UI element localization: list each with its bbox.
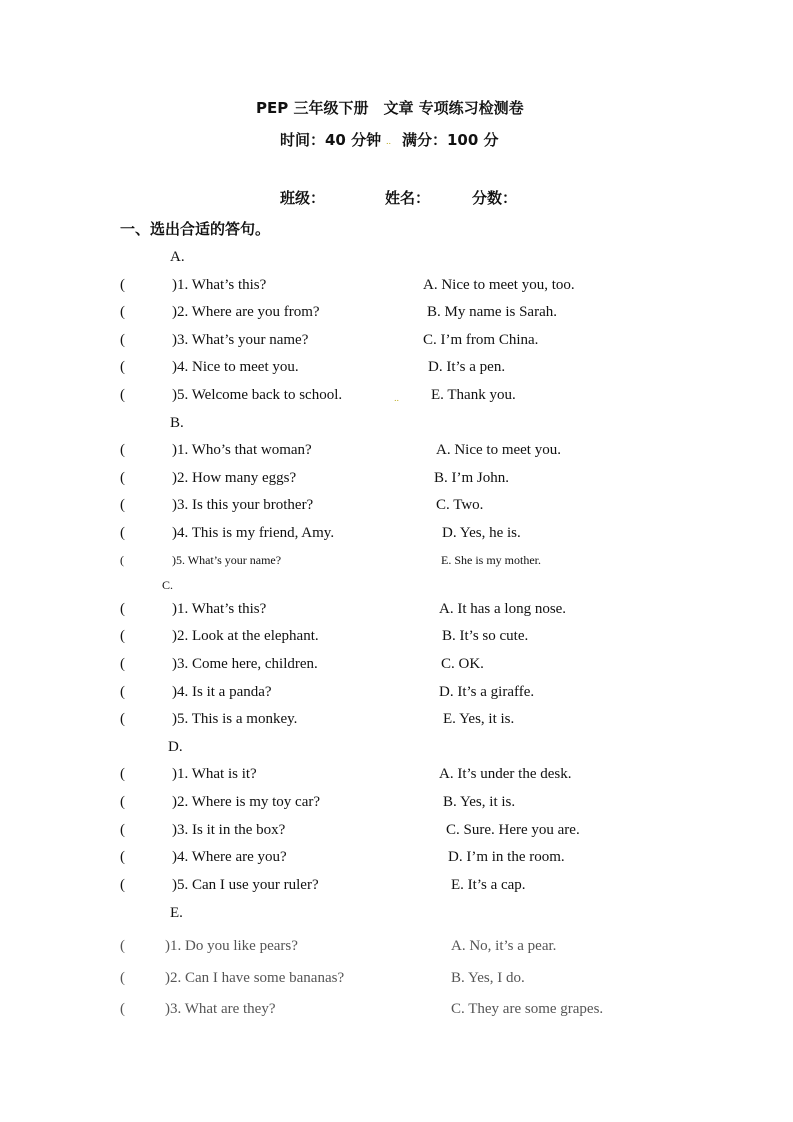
answer-option: D. Yes, he is.: [442, 525, 521, 541]
answer-option: B. I’m John.: [434, 470, 509, 486]
answer-paren[interactable]: (: [120, 470, 125, 486]
question-text: )2. Look at the elephant.: [172, 628, 319, 644]
answer-paren[interactable]: (: [120, 1001, 125, 1017]
question-text: )2. Can I have some bananas?: [165, 970, 345, 986]
answer-option: C. OK.: [441, 656, 484, 672]
question-text: )1. What’s this?: [172, 601, 267, 617]
answer-paren[interactable]: (: [120, 877, 125, 893]
answer-option: E. She is my mother.: [441, 553, 541, 567]
name-label: 姓名：: [385, 189, 431, 207]
answer-option: B. Yes, I do.: [451, 970, 525, 986]
answer-paren[interactable]: (: [120, 525, 125, 541]
question-text: )1. Do you like pears?: [165, 938, 298, 954]
question-text: )2. Where is my toy car?: [172, 794, 321, 810]
group-label-c: C.: [162, 578, 174, 592]
question-text: )1. What’s this?: [172, 277, 267, 293]
answer-paren[interactable]: (: [120, 656, 125, 672]
answer-paren[interactable]: (: [120, 794, 125, 810]
question-text: )5. This is a monkey.: [172, 711, 298, 727]
answer-option: A. It has a long nose.: [439, 601, 567, 617]
question-text: )5. Can I use your ruler?: [172, 877, 319, 893]
question-text: )1. What is it?: [172, 766, 257, 782]
question-text: )4. Where are you?: [172, 849, 287, 865]
answer-option: A. Nice to meet you, too.: [423, 277, 575, 293]
answer-paren[interactable]: (: [120, 684, 125, 700]
answer-paren[interactable]: (: [120, 387, 125, 403]
question-text: )2. Where are you from?: [172, 304, 320, 320]
answer-option: C. Two.: [436, 497, 484, 513]
answer-paren[interactable]: (: [120, 332, 125, 348]
answer-paren[interactable]: (: [120, 938, 125, 954]
answer-option: A. Nice to meet you.: [436, 442, 561, 458]
full-score-label: 满分：100 分: [402, 131, 499, 149]
answer-option: D. It’s a giraffe.: [439, 684, 535, 700]
decorative-dot: ..: [394, 394, 400, 403]
answer-paren[interactable]: (: [120, 628, 125, 644]
group-label-e: E.: [170, 905, 183, 921]
answer-option: A. No, it’s a pear.: [451, 938, 557, 954]
answer-paren[interactable]: (: [120, 601, 125, 617]
question-text: )2. How many eggs?: [172, 470, 297, 486]
time-label: 时间：40 分钟: [280, 131, 382, 149]
answer-option: B. It’s so cute.: [442, 628, 529, 644]
answer-option: C. Sure. Here you are.: [446, 822, 580, 838]
group-label-b: B.: [170, 415, 184, 431]
question-text: )3. Is this your brother?: [172, 497, 314, 513]
answer-option: A. It’s under the desk.: [439, 766, 572, 782]
group-label-a: A.: [170, 249, 185, 265]
question-text: )3. What are they?: [165, 1001, 276, 1017]
answer-paren[interactable]: (: [120, 497, 125, 513]
answer-paren[interactable]: (: [120, 304, 125, 320]
question-text: )5. Welcome back to school.: [172, 387, 343, 403]
decorative-dot: ..: [386, 137, 392, 146]
section-title: 一、选出合适的答句。: [120, 220, 271, 238]
group-label-d: D.: [168, 739, 183, 755]
answer-paren[interactable]: (: [120, 711, 125, 727]
question-text: )3. Is it in the box?: [172, 822, 286, 838]
answer-paren[interactable]: (: [120, 970, 125, 986]
answer-paren[interactable]: (: [120, 553, 124, 567]
answer-paren[interactable]: (: [120, 359, 125, 375]
question-text: )3. What’s your name?: [172, 332, 309, 348]
question-text: )5. What’s your name?: [172, 553, 282, 567]
answer-paren[interactable]: (: [120, 822, 125, 838]
question-text: )4. Is it a panda?: [172, 684, 272, 700]
answer-paren[interactable]: (: [120, 849, 125, 865]
question-text: )3. Come here, children.: [172, 656, 318, 672]
page-title: PEP 三年级下册 文章 专项练习检测卷: [256, 99, 524, 117]
answer-option: E. Yes, it is.: [443, 711, 515, 727]
answer-option: E. Thank you.: [431, 387, 516, 403]
answer-paren[interactable]: (: [120, 442, 125, 458]
answer-option: D. It’s a pen.: [428, 359, 506, 375]
answer-option: C. I’m from China.: [423, 332, 539, 348]
answer-option: E. It’s a cap.: [451, 877, 526, 893]
answer-option: B. My name is Sarah.: [427, 304, 557, 320]
answer-paren[interactable]: (: [120, 766, 125, 782]
score-field-label: 分数：: [472, 189, 518, 207]
answer-paren[interactable]: (: [120, 277, 125, 293]
class-label: 班级：: [280, 189, 326, 207]
question-text: )4. This is my friend, Amy.: [172, 525, 335, 541]
answer-option: B. Yes, it is.: [443, 794, 516, 810]
answer-option: D. I’m in the room.: [448, 849, 565, 865]
answer-option: C. They are some grapes.: [451, 1001, 604, 1017]
question-text: )1. Who’s that woman?: [172, 442, 312, 458]
question-text: )4. Nice to meet you.: [172, 359, 299, 375]
